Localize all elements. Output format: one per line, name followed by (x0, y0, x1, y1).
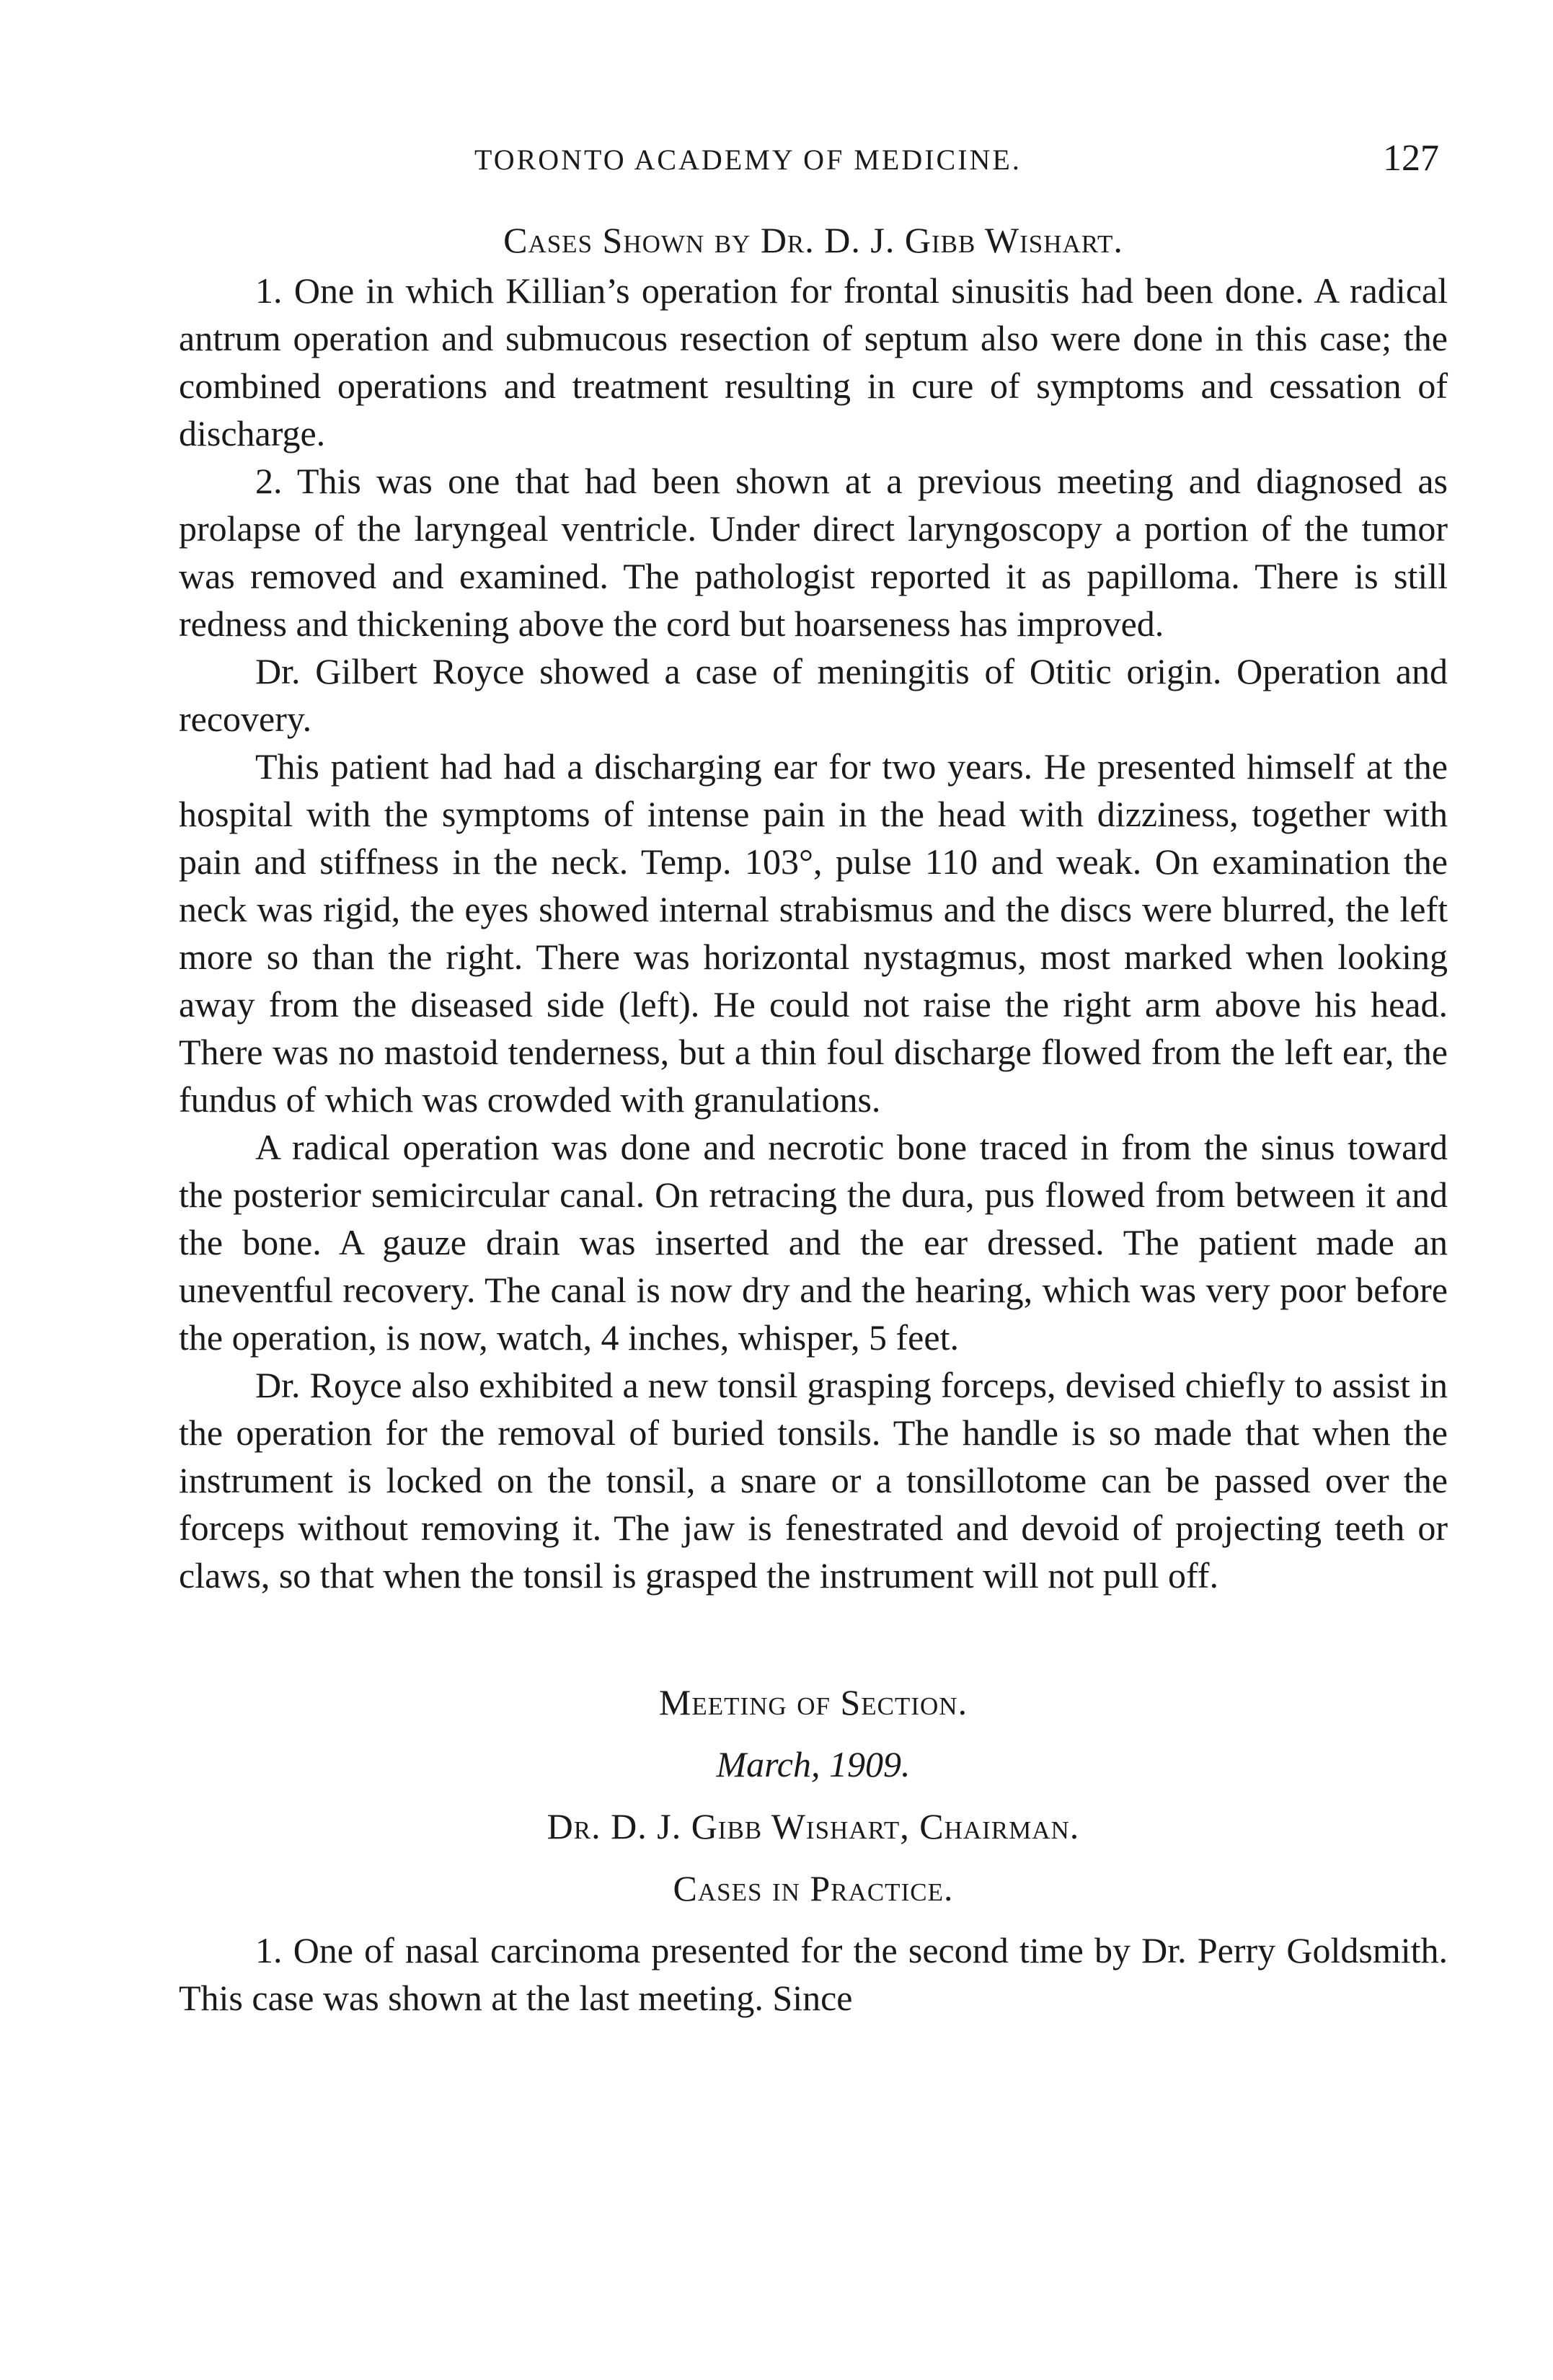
chairman-line: Dr. D. J. Gibb Wishart, Chairman. (547, 1806, 1080, 1846)
page-number: 127 (1383, 138, 1439, 179)
paragraph: 1. One of nasal carcinoma presented for the second time by Dr. Perry Goldsmith. This case was shown at the last meeting. Since (179, 1930, 1448, 2018)
meeting-heading: Meeting of Section. (658, 1682, 968, 1722)
paragraph: Dr. Royce also exhibited a new tonsil grasping forceps, devised chiefly to assist in the operation for the removal of buried tonsils. The handle is so made that when the instrument is locked on the tonsil, a snare or a tonsillotome can be passed over the forceps without removing it. The jaw is fenestrated and devoid of projecting teeth or claws, so that when the tonsil is grasped the instrument will not pull off. (179, 1365, 1448, 1596)
meeting-date: March, 1909. (716, 1744, 911, 1784)
paragraph: 1. One in which Killian’s operation for frontal sinusitis had been done. A radical antrum operation and submucous resection of septum also were done in this case; the combined operations and treatment resulting in cure of symptoms and cessation of discharge. (179, 270, 1448, 454)
paragraph: Dr. Gilbert Royce showed a case of meningitis of Otitic origin. Operation and recovery. (179, 651, 1448, 739)
body-text (179, 216, 1448, 2022)
paragraph: This patient had had a discharging ear for two years. He presented himself at the hospital with the symptoms of intense pain in the head with dizziness, together with pain and stiffness in the neck. Temp. 103°, pulse 110 and weak. On examination the neck was rigid, the eyes showed internal strabismus and the discs were blurred, the left more so than the right. There was horizontal nystagmus, most marked when looking away from the diseased side (left). He could not raise the right arm above his head. There was no mastoid tenderness, but a thin foul discharge flowed from the left ear, the fundus of which was crowded with granulations. (179, 746, 1448, 1120)
paragraph: A radical operation was done and necrotic bone traced in from the sinus toward the posterior semicircular canal. On retracing the dura, pus flowed from between it and the bone. A gauze drain was inserted and the ear dressed. The patient made an uneventful recovery. The canal is now dry and the hearing, which was very poor before the operation, is now, watch, 4 inches, whisper, 5 feet. (179, 1127, 1448, 1358)
running-title: TORONTO ACADEMY OF MEDICINE. (474, 143, 1022, 176)
cases-in-practice-heading: Cases in Practice. (673, 1868, 954, 1908)
section-heading-cases-shown: Cases Shown by Dr. D. J. Gibb Wishart. (503, 220, 1123, 260)
paragraph: 2. This was one that had been shown at a previous meeting and diagnosed as prolapse of the laryngeal ventricle. Under direct laryngoscopy a portion of the tumor was removed and examined. The pathologist reported it as papilloma. There is still redness and thickening above the cord but hoarseness has improved. (179, 461, 1448, 644)
